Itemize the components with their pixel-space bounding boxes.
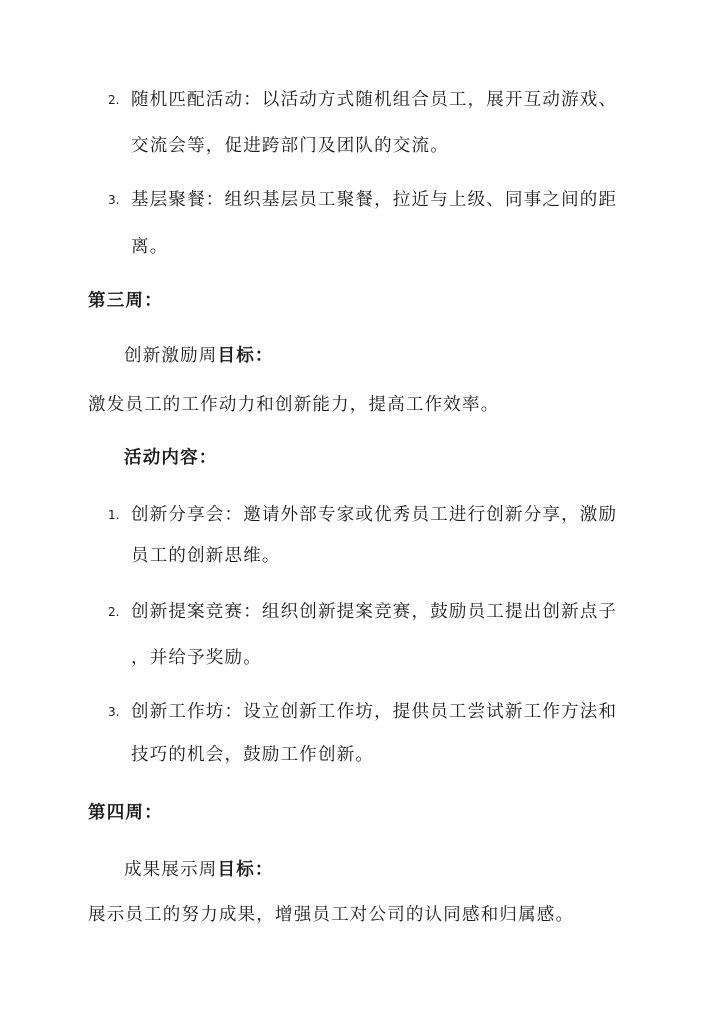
list-item-line: 基层聚餐：组织基层员工聚餐，拉近与上级、同事之间的距	[131, 190, 618, 210]
list-item-line: 创新分享会：邀请外部专家或优秀员工进行创新分享，激励	[131, 505, 618, 525]
list-item-line: 员工的创新思维。	[131, 546, 281, 566]
goal-label: 目标：	[217, 860, 274, 880]
list-item-line: 随机匹配活动：以活动方式随机组合员工，展开互动游戏、	[131, 90, 618, 110]
activities-label: 活动内容：	[124, 448, 218, 468]
list-item-line: 交流会等，促进跨部门及团队的交流。	[131, 136, 449, 156]
goal-prefix: 创新激励周	[124, 346, 218, 366]
list-item-line: ，并给予奖励。	[131, 648, 262, 668]
section-heading-week4: 第四周：	[88, 803, 163, 823]
list-number: 2.	[108, 605, 120, 619]
goal-line	[124, 344, 274, 368]
list-item-line: 技巧的机会，鼓励工作创新。	[131, 745, 375, 765]
list-item-line: 离。	[131, 237, 169, 257]
list-item-line: 创新提案竞赛：组织创新提案竞赛，鼓励员工提出创新点子	[131, 602, 618, 622]
list-item-line: 创新工作坊：设立创新工作坊，提供员工尝试新工作方法和	[131, 702, 618, 722]
list-number: 1.	[108, 508, 120, 522]
list-number: 3.	[108, 705, 120, 719]
goal-text: 激发员工的工作动力和创新能力，提高工作效率。	[88, 395, 500, 415]
goal-prefix: 成果展示周	[124, 860, 218, 880]
goal-label: 目标：	[217, 346, 274, 366]
list-number: 3.	[108, 193, 120, 207]
list-number: 2.	[108, 93, 120, 107]
goal-line	[124, 858, 274, 882]
section-heading-week3: 第三周：	[88, 291, 163, 311]
goal-text: 展示员工的努力成果，增强员工对公司的认同感和归属感。	[88, 905, 575, 925]
